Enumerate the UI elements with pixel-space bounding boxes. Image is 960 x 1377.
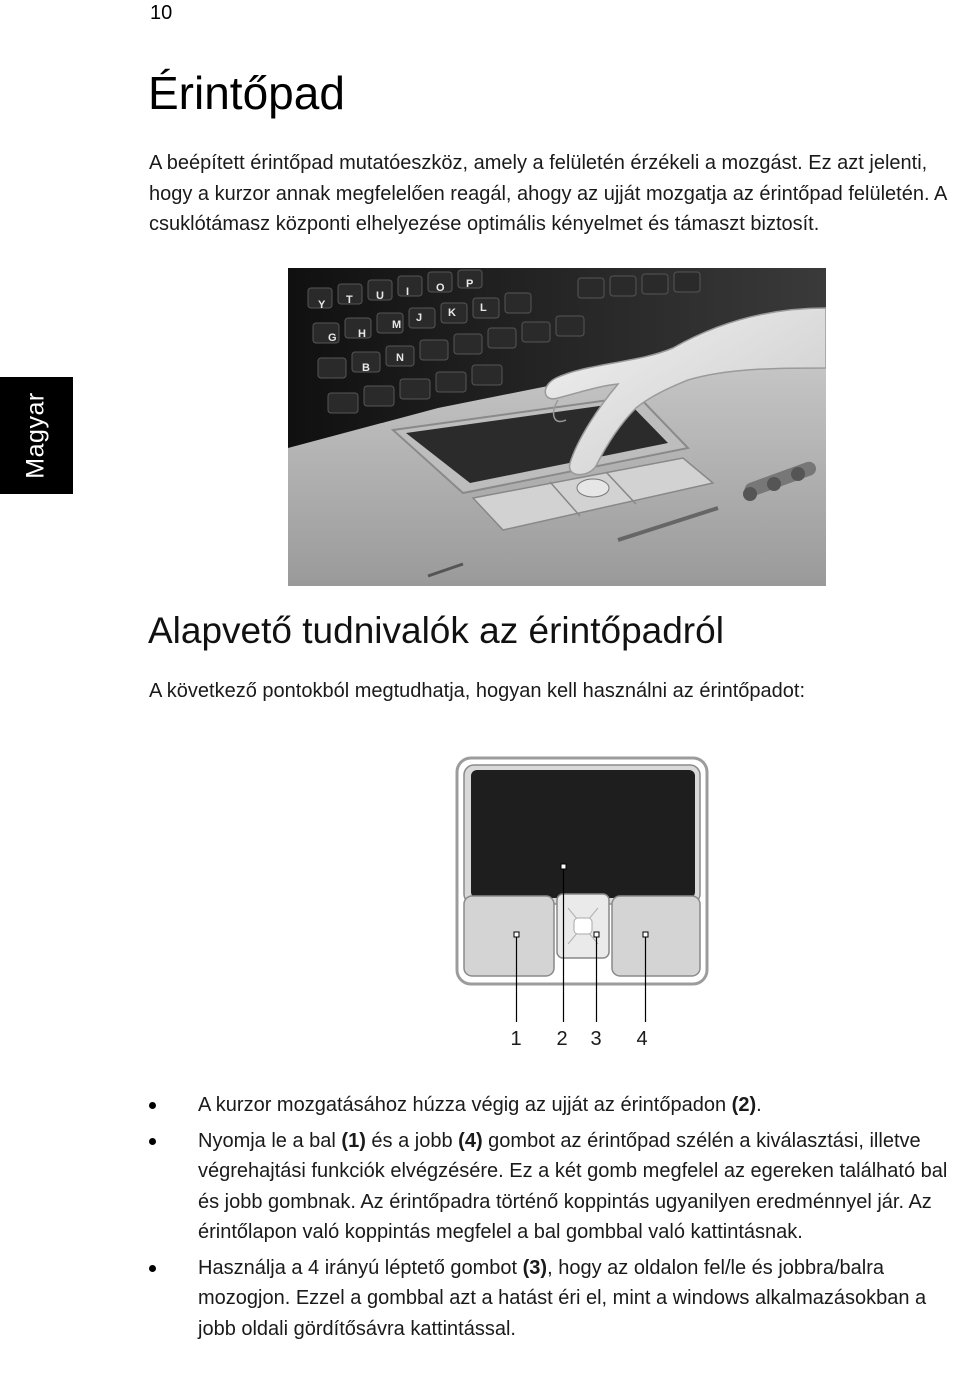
instruction-text: , hogy az oldalon fel/le és jobbra/balra mozogjon. Ezzel a gombbal azt a hatást éri el, mint a windows alkalmazásokban a jobb oldali gördítősávra kattintással.: [198, 1256, 927, 1340]
svg-text:I: I: [406, 286, 410, 298]
callout-reference: (2): [731, 1094, 757, 1116]
language-side-tab: [0, 377, 73, 494]
instruction-text: Használja a 4 irányú léptető gombot: [198, 1256, 523, 1279]
left-button: [464, 896, 554, 976]
instruction-text: és a jobb: [365, 1129, 459, 1152]
instruction-text: Nyomja le a bal: [198, 1129, 342, 1152]
instruction-text: gombot az érintőpad szélén a kiválasztási, illetve végrehajtási funkciók elvégzésére. Ez a két gomb megfelel az egereken található bal és jobb gombnak. Az érintőpadra történő koppintás ugyanilyen eredménnyel jár. Az érintőlapon való koppintás megfelel a bal gombbal való kattintásnak.: [198, 1129, 948, 1243]
bullet-dot: [149, 1102, 156, 1109]
touchpad-usage-photo: [288, 268, 826, 586]
bullet-dot: [149, 1138, 156, 1145]
instruction-item: [149, 1090, 954, 1121]
svg-text:O: O: [436, 282, 445, 294]
language-tab-label: Magyar: [22, 392, 50, 479]
page-title: Érintőpad: [148, 67, 345, 119]
svg-text:U: U: [376, 290, 384, 302]
callout-4: 4: [636, 1028, 648, 1050]
callout-numbers: [510, 1028, 647, 1050]
instruction-text: .: [756, 1094, 762, 1116]
instruction-item: [149, 1126, 954, 1248]
svg-text:J: J: [416, 312, 423, 324]
svg-text:L: L: [480, 302, 487, 314]
callout-1: 1: [510, 1028, 522, 1050]
instruction-item: [149, 1253, 954, 1345]
bullet-dot: [149, 1265, 156, 1272]
callout-3: 3: [590, 1028, 602, 1050]
svg-text:T: T: [346, 294, 353, 306]
scroll-key: [577, 479, 609, 497]
svg-text:H: H: [358, 328, 366, 340]
svg-text:M: M: [392, 319, 402, 331]
svg-text:G: G: [328, 332, 337, 344]
page-number: 10: [150, 2, 173, 24]
svg-text:Y: Y: [318, 299, 326, 311]
instruction-text: A kurzor mozgatásához húzza végig az ujját az érintőpadon: [198, 1094, 732, 1116]
intro-paragraph: A beépített érintőpad mutatóeszköz, amely a felületén érzékeli a mozgást. Ez azt jelenti, hogy a kurzor annak megfelelően reagál, ahogy az ujját mozgatja az érintőpad felületén. A csuklótámasz központi elhelyezése optimális kényelmet és támaszt biztosít.: [149, 152, 947, 235]
svg-text:K: K: [448, 307, 456, 319]
callout-reference: (1): [341, 1129, 366, 1152]
touchpad-surface: [471, 770, 695, 898]
instruction-list: [149, 1090, 954, 1349]
callout-reference: (3): [522, 1256, 548, 1279]
touchpad-diagram: [440, 752, 730, 1062]
svg-text:P: P: [466, 278, 474, 290]
section-heading: Alapvető tudnivalók az érintőpadról: [148, 610, 724, 651]
svg-text:N: N: [396, 352, 404, 364]
callout-2: 2: [556, 1028, 568, 1050]
right-button: [612, 896, 700, 976]
callout-reference: (4): [458, 1129, 483, 1152]
svg-text:B: B: [362, 362, 370, 374]
section-lead: A következő pontokból megtudhatja, hogyan kell használni az érintőpadot:: [149, 680, 805, 702]
